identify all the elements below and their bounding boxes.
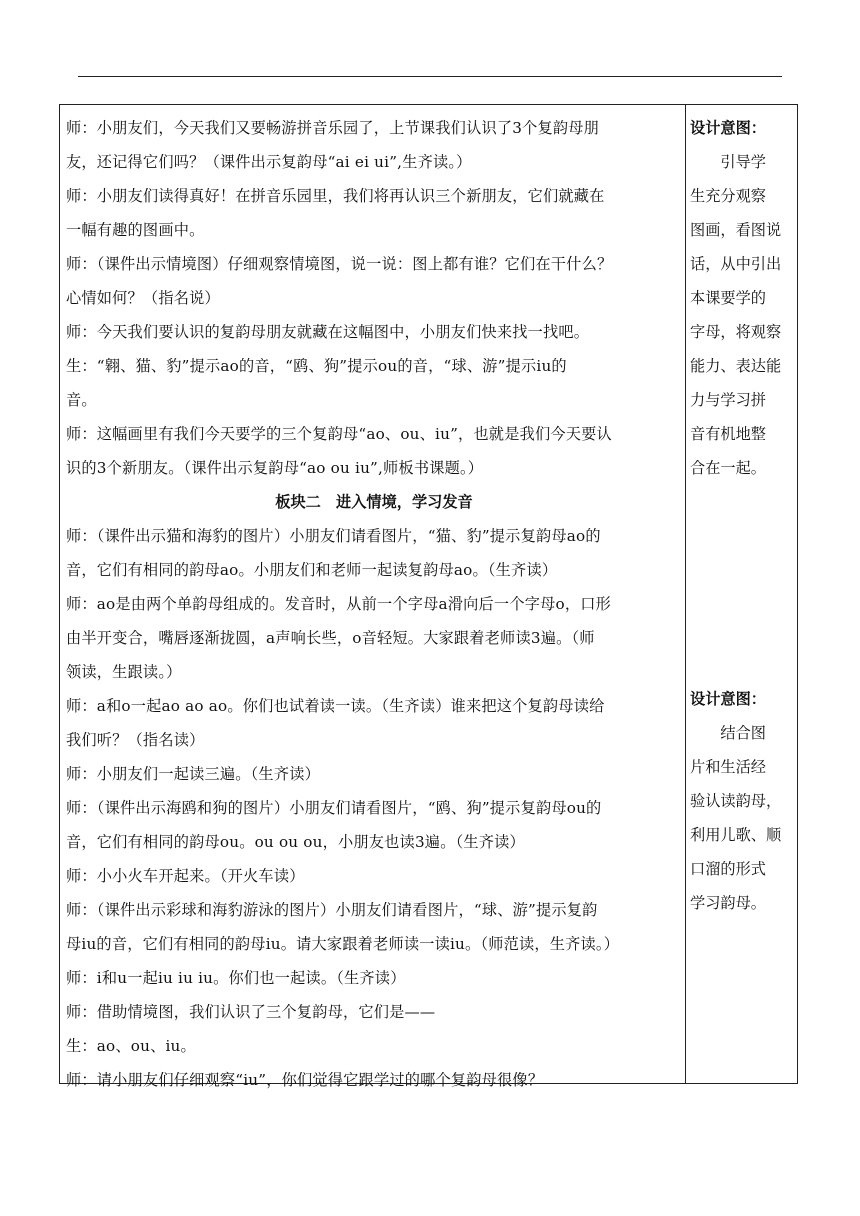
design-note-line: 力与学习拼 <box>690 391 766 409</box>
text-line: 生：“翱、猫、豹”提示ao的音，“鸥、狗”提示ou的音，“球、游”提示iu的 <box>66 357 567 375</box>
text-line: 师：小朋友们，今天我们又要畅游拼音乐园了，上节课我们认识了3个复韵母朋 <box>66 119 600 137</box>
section-heading: 板块二 进入情境，学习发音 <box>275 493 473 511</box>
text-line: 师：（课件出示海鸥和狗的图片）小朋友们请看图片，“鸥、狗”提示复韵母ou的 <box>66 799 602 817</box>
text-line: 师：（课件出示猫和海豹的图片）小朋友们请看图片，“猫、豹”提示复韵母ao的 <box>66 527 601 545</box>
text-line: 师：借助情境图，我们认识了三个复韵母，它们是—— <box>66 1003 436 1021</box>
design-note-line: 片和生活经 <box>690 758 766 776</box>
design-note-line: 能力、表达能 <box>690 357 782 375</box>
text-line: 师：小朋友们读得真好！在拼音乐园里，我们将再认识三个新朋友，它们就藏在 <box>66 187 605 205</box>
design-note-line: 图画，看图说 <box>690 221 782 239</box>
text-line: 师：小小火车开起来。（开火车读） <box>66 867 305 885</box>
design-note-line: 字母，将观察 <box>690 323 782 341</box>
text-line: 我们听？（指名读） <box>66 731 205 749</box>
text-line: 一幅有趣的图画中。 <box>66 221 205 239</box>
text-line: 心情如何？（指名说） <box>66 289 220 307</box>
design-note-title: 设计意图： <box>690 690 766 708</box>
design-note-line: 口溜的形式 <box>690 860 766 878</box>
text-line: 师：i和u一起iu iu iu。你们也一起读。（生齐读） <box>66 969 406 987</box>
column-divider <box>685 104 686 1084</box>
design-note-line: 引导学 <box>720 153 766 171</box>
design-note-2 <box>690 682 794 920</box>
design-note-line: 音有机地整 <box>690 425 766 443</box>
text-line: 识的3个新朋友。（课件出示复韵母“ao ou iu”,师板书课题。） <box>66 459 484 477</box>
text-line: 师：（课件出示彩球和海豹游泳的图片）小朋友们请看图片，“球、游”提示复韵 <box>66 901 598 919</box>
text-line: 音，它们有相同的韵母ao。小朋友们和老师一起读复韵母ao。（生齐读） <box>66 561 558 579</box>
design-note-line: 话，从中引出 <box>690 255 782 273</box>
text-line: 师：这幅画里有我们今天要学的三个复韵母“ao、ou、iu”，也就是我们今天要认 <box>66 425 612 443</box>
text-line: 师：ao是由两个单韵母组成的。发音时，从前一个字母a滑向后一个字母o，口形 <box>66 595 611 613</box>
text-line: 生：ao、ou、iu。 <box>66 1037 196 1055</box>
text-line: 师：请小朋友们仔细观察“iu”，你们觉得它跟学过的哪个复韵母很像？ <box>66 1071 544 1089</box>
header-rule <box>78 76 782 77</box>
design-note-line: 合在一起。 <box>690 459 766 477</box>
design-note-1 <box>690 111 794 485</box>
design-note-line: 结合图 <box>720 724 766 742</box>
text-line: 领读，生跟读。） <box>66 663 182 681</box>
text-line: 音，它们有相同的韵母ou。ou ou ou，小朋友也读3遍。（生齐读） <box>66 833 525 851</box>
text-line: 音。 <box>66 391 97 409</box>
text-line: 师：今天我们要认识的复韵母朋友就藏在这幅图中，小朋友们快来找一找吧。 <box>66 323 590 341</box>
lesson-content <box>66 111 682 1097</box>
design-note-line: 本课要学的 <box>690 289 766 307</box>
text-line: 师：a和o一起ao ao ao。你们也试着读一读。（生齐读）谁来把这个复韵母读给 <box>66 697 605 715</box>
design-note-line: 学习韵母。 <box>690 894 766 912</box>
text-line: 友，还记得它们吗？（课件出示复韵母“ai ei ui”,生齐读。） <box>66 153 472 171</box>
text-line: 由半开变合，嘴唇逐渐拢圆，a声响长些，o音轻短。大家跟着老师读3遍。（师 <box>66 629 595 647</box>
design-note-line: 利用儿歌、顺 <box>690 826 782 844</box>
text-line: 母iu的音，它们有相同的韵母iu。请大家跟着老师读一读iu。（师范读，生齐读。） <box>66 935 620 953</box>
text-line: 师：小朋友们一起读三遍。（生齐读） <box>66 765 320 783</box>
design-note-line: 验认读韵母， <box>690 792 782 810</box>
text-line: 师：（课件出示情境图）仔细观察情境图，说一说：图上都有谁？它们在干什么？ <box>66 255 613 273</box>
design-note-line: 生充分观察 <box>690 187 766 205</box>
design-note-title: 设计意图： <box>690 119 766 137</box>
